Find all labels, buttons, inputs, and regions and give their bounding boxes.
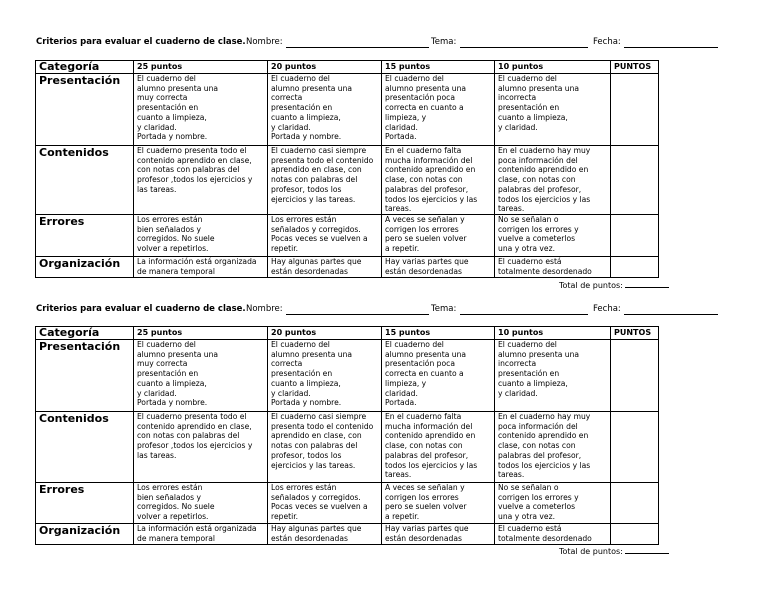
fecha-label: Fecha: bbox=[593, 37, 621, 47]
header-category: Categoría bbox=[36, 327, 134, 340]
rubric-table-1 bbox=[35, 60, 659, 278]
fecha-field[interactable] bbox=[624, 47, 718, 48]
nombre-field[interactable] bbox=[286, 314, 429, 315]
cell-15: A veces se señalan y corrigen los errores pero se suelen volver a repetir. bbox=[382, 483, 495, 524]
table-row bbox=[36, 483, 659, 524]
cell-20: Hay algunas partes que están desordenadas bbox=[268, 257, 382, 278]
cell-15: En el cuaderno falta mucha información del contenido aprendido en clase, con notas con palabras del profesor, todos los ejercicios y las tareas. bbox=[382, 412, 495, 483]
cell-25: El cuaderno del alumno presenta una muy correcta presentación en cuanto a limpieza, y claridad. Portada y nombre. bbox=[134, 340, 268, 412]
row-name-presentacion: Presentación bbox=[36, 340, 134, 412]
tema-field[interactable] bbox=[460, 314, 588, 315]
cell-15: A veces se señalan y corrigen los errores pero se suelen volver a repetir. bbox=[382, 215, 495, 257]
nombre-label: Nombre: bbox=[246, 37, 283, 47]
tema-label: Tema: bbox=[431, 37, 457, 47]
cell-25: El cuaderno presenta todo el contenido aprendido en clase, con notas con palabras del profesor ,todos los ejercicios y las tareas. bbox=[134, 146, 268, 215]
header-10-points: 10 puntos bbox=[495, 61, 611, 74]
table-row bbox=[36, 74, 659, 146]
table-row bbox=[36, 412, 659, 483]
cell-15: El cuaderno del alumno presenta una presentación poca correcta en cuanto a limpieza, y claridad. Portada. bbox=[382, 340, 495, 412]
table-row bbox=[36, 146, 659, 215]
nombre-label: Nombre: bbox=[246, 304, 283, 314]
cell-20: El cuaderno del alumno presenta una correcta presentación en cuanto a limpieza, y claridad. Portada y nombre. bbox=[268, 74, 382, 146]
total-points-1 bbox=[559, 279, 669, 290]
cell-25: Los errores están bien señalados y corregidos. No suele volver a repetirlos. bbox=[134, 483, 268, 524]
cell-10: En el cuaderno hay muy poca información del contenido aprendido en clase, con notas con palabras del profesor, todos los ejercicios y las tareas. bbox=[495, 146, 611, 215]
header-20-points: 20 puntos bbox=[268, 61, 382, 74]
header-15-points: 15 puntos bbox=[382, 61, 495, 74]
row-name-errores: Errores bbox=[36, 483, 134, 524]
cell-25: Los errores están bien señalados y corregidos. No suele volver a repetirlos. bbox=[134, 215, 268, 257]
cell-20: Hay algunas partes que están desordenadas bbox=[268, 524, 382, 545]
score-cell[interactable] bbox=[611, 483, 659, 524]
header-25-points: 25 puntos bbox=[134, 327, 268, 340]
total-label: Total de puntos: bbox=[559, 547, 623, 556]
score-cell[interactable] bbox=[611, 340, 659, 412]
row-name-contenidos: Contenidos bbox=[36, 146, 134, 215]
cell-10: El cuaderno del alumno presenta una incorrecta presentación en cuanto a limpieza, y claridad. bbox=[495, 340, 611, 412]
cell-10: El cuaderno está totalmente desordenado bbox=[495, 257, 611, 278]
row-name-organizacion: Organización bbox=[36, 257, 134, 278]
row-name-organizacion: Organización bbox=[36, 524, 134, 545]
header-category: Categoría bbox=[36, 61, 134, 74]
fecha-field[interactable] bbox=[624, 314, 718, 315]
cell-15: Hay varias partes que están desordenadas bbox=[382, 257, 495, 278]
cell-10: No se señalan o corrigen los errores y vuelve a cometerlos una y otra vez. bbox=[495, 215, 611, 257]
score-cell[interactable] bbox=[611, 524, 659, 545]
rubric-table-2 bbox=[35, 326, 659, 545]
table-row bbox=[36, 215, 659, 257]
form-title: Criterios para evaluar el cuaderno de clase. bbox=[36, 37, 246, 47]
header-20-points: 20 puntos bbox=[268, 327, 382, 340]
cell-20: Los errores están señalados y corregidos. Pocas veces se vuelven a repetir. bbox=[268, 215, 382, 257]
cell-15: En el cuaderno falta mucha información del contenido aprendido en clase, con notas con palabras del profesor, todos los ejercicios y las tareas. bbox=[382, 146, 495, 215]
header-15-points: 15 puntos bbox=[382, 327, 495, 340]
score-cell[interactable] bbox=[611, 257, 659, 278]
cell-15: Hay varias partes que están desordenadas bbox=[382, 524, 495, 545]
cell-10: No se señalan o corrigen los errores y vuelve a cometerlos una y otra vez. bbox=[495, 483, 611, 524]
header-25-points: 25 puntos bbox=[134, 61, 268, 74]
header-puntos: PUNTOS bbox=[611, 61, 659, 74]
table-row bbox=[36, 340, 659, 412]
form-title: Criterios para evaluar el cuaderno de clase. bbox=[36, 304, 246, 314]
cell-10: En el cuaderno hay muy poca información del contenido aprendido en clase, con notas con palabras del profesor, todos los ejercicios y las tareas. bbox=[495, 412, 611, 483]
tema-field[interactable] bbox=[460, 47, 588, 48]
cell-20: El cuaderno casi siempre presenta todo el contenido aprendido en clase, con notas con palabras del profesor, todos los ejercicios y las tareas. bbox=[268, 146, 382, 215]
header-puntos: PUNTOS bbox=[611, 327, 659, 340]
cell-10: El cuaderno está totalmente desordenado bbox=[495, 524, 611, 545]
cell-10: El cuaderno del alumno presenta una incorrecta presentación en cuanto a limpieza, y claridad. bbox=[495, 74, 611, 146]
fecha-label: Fecha: bbox=[593, 304, 621, 314]
total-label: Total de puntos: bbox=[559, 281, 623, 290]
row-name-contenidos: Contenidos bbox=[36, 412, 134, 483]
nombre-field[interactable] bbox=[286, 47, 429, 48]
table-header-row bbox=[36, 61, 659, 74]
score-cell[interactable] bbox=[611, 146, 659, 215]
table-row bbox=[36, 524, 659, 545]
score-cell[interactable] bbox=[611, 412, 659, 483]
table-header-row bbox=[36, 327, 659, 340]
total-field[interactable] bbox=[625, 279, 669, 288]
cell-25: La información está organizada de manera temporal bbox=[134, 524, 268, 545]
total-points-2 bbox=[559, 545, 669, 556]
score-cell[interactable] bbox=[611, 74, 659, 146]
cell-25: El cuaderno del alumno presenta una muy correcta presentación en cuanto a limpieza, y claridad. Portada y nombre. bbox=[134, 74, 268, 146]
form-header-2 bbox=[36, 304, 736, 318]
score-cell[interactable] bbox=[611, 215, 659, 257]
cell-15: El cuaderno del alumno presenta una presentación poca correcta en cuanto a limpieza, y claridad. Portada. bbox=[382, 74, 495, 146]
cell-20: El cuaderno casi siempre presenta todo el contenido aprendido en clase, con notas con palabras del profesor, todos los ejercicios y las tareas. bbox=[268, 412, 382, 483]
total-field[interactable] bbox=[625, 545, 669, 554]
row-name-errores: Errores bbox=[36, 215, 134, 257]
cell-25: El cuaderno presenta todo el contenido aprendido en clase, con notas con palabras del profesor ,todos los ejercicios y las tareas. bbox=[134, 412, 268, 483]
cell-20: El cuaderno del alumno presenta una correcta presentación en cuanto a limpieza, y claridad. Portada y nombre. bbox=[268, 340, 382, 412]
table-row bbox=[36, 257, 659, 278]
tema-label: Tema: bbox=[431, 304, 457, 314]
form-header-1 bbox=[36, 37, 736, 51]
cell-20: Los errores están señalados y corregidos. Pocas veces se vuelven a repetir. bbox=[268, 483, 382, 524]
row-name-presentacion: Presentación bbox=[36, 74, 134, 146]
cell-25: La información está organizada de manera temporal bbox=[134, 257, 268, 278]
header-10-points: 10 puntos bbox=[495, 327, 611, 340]
